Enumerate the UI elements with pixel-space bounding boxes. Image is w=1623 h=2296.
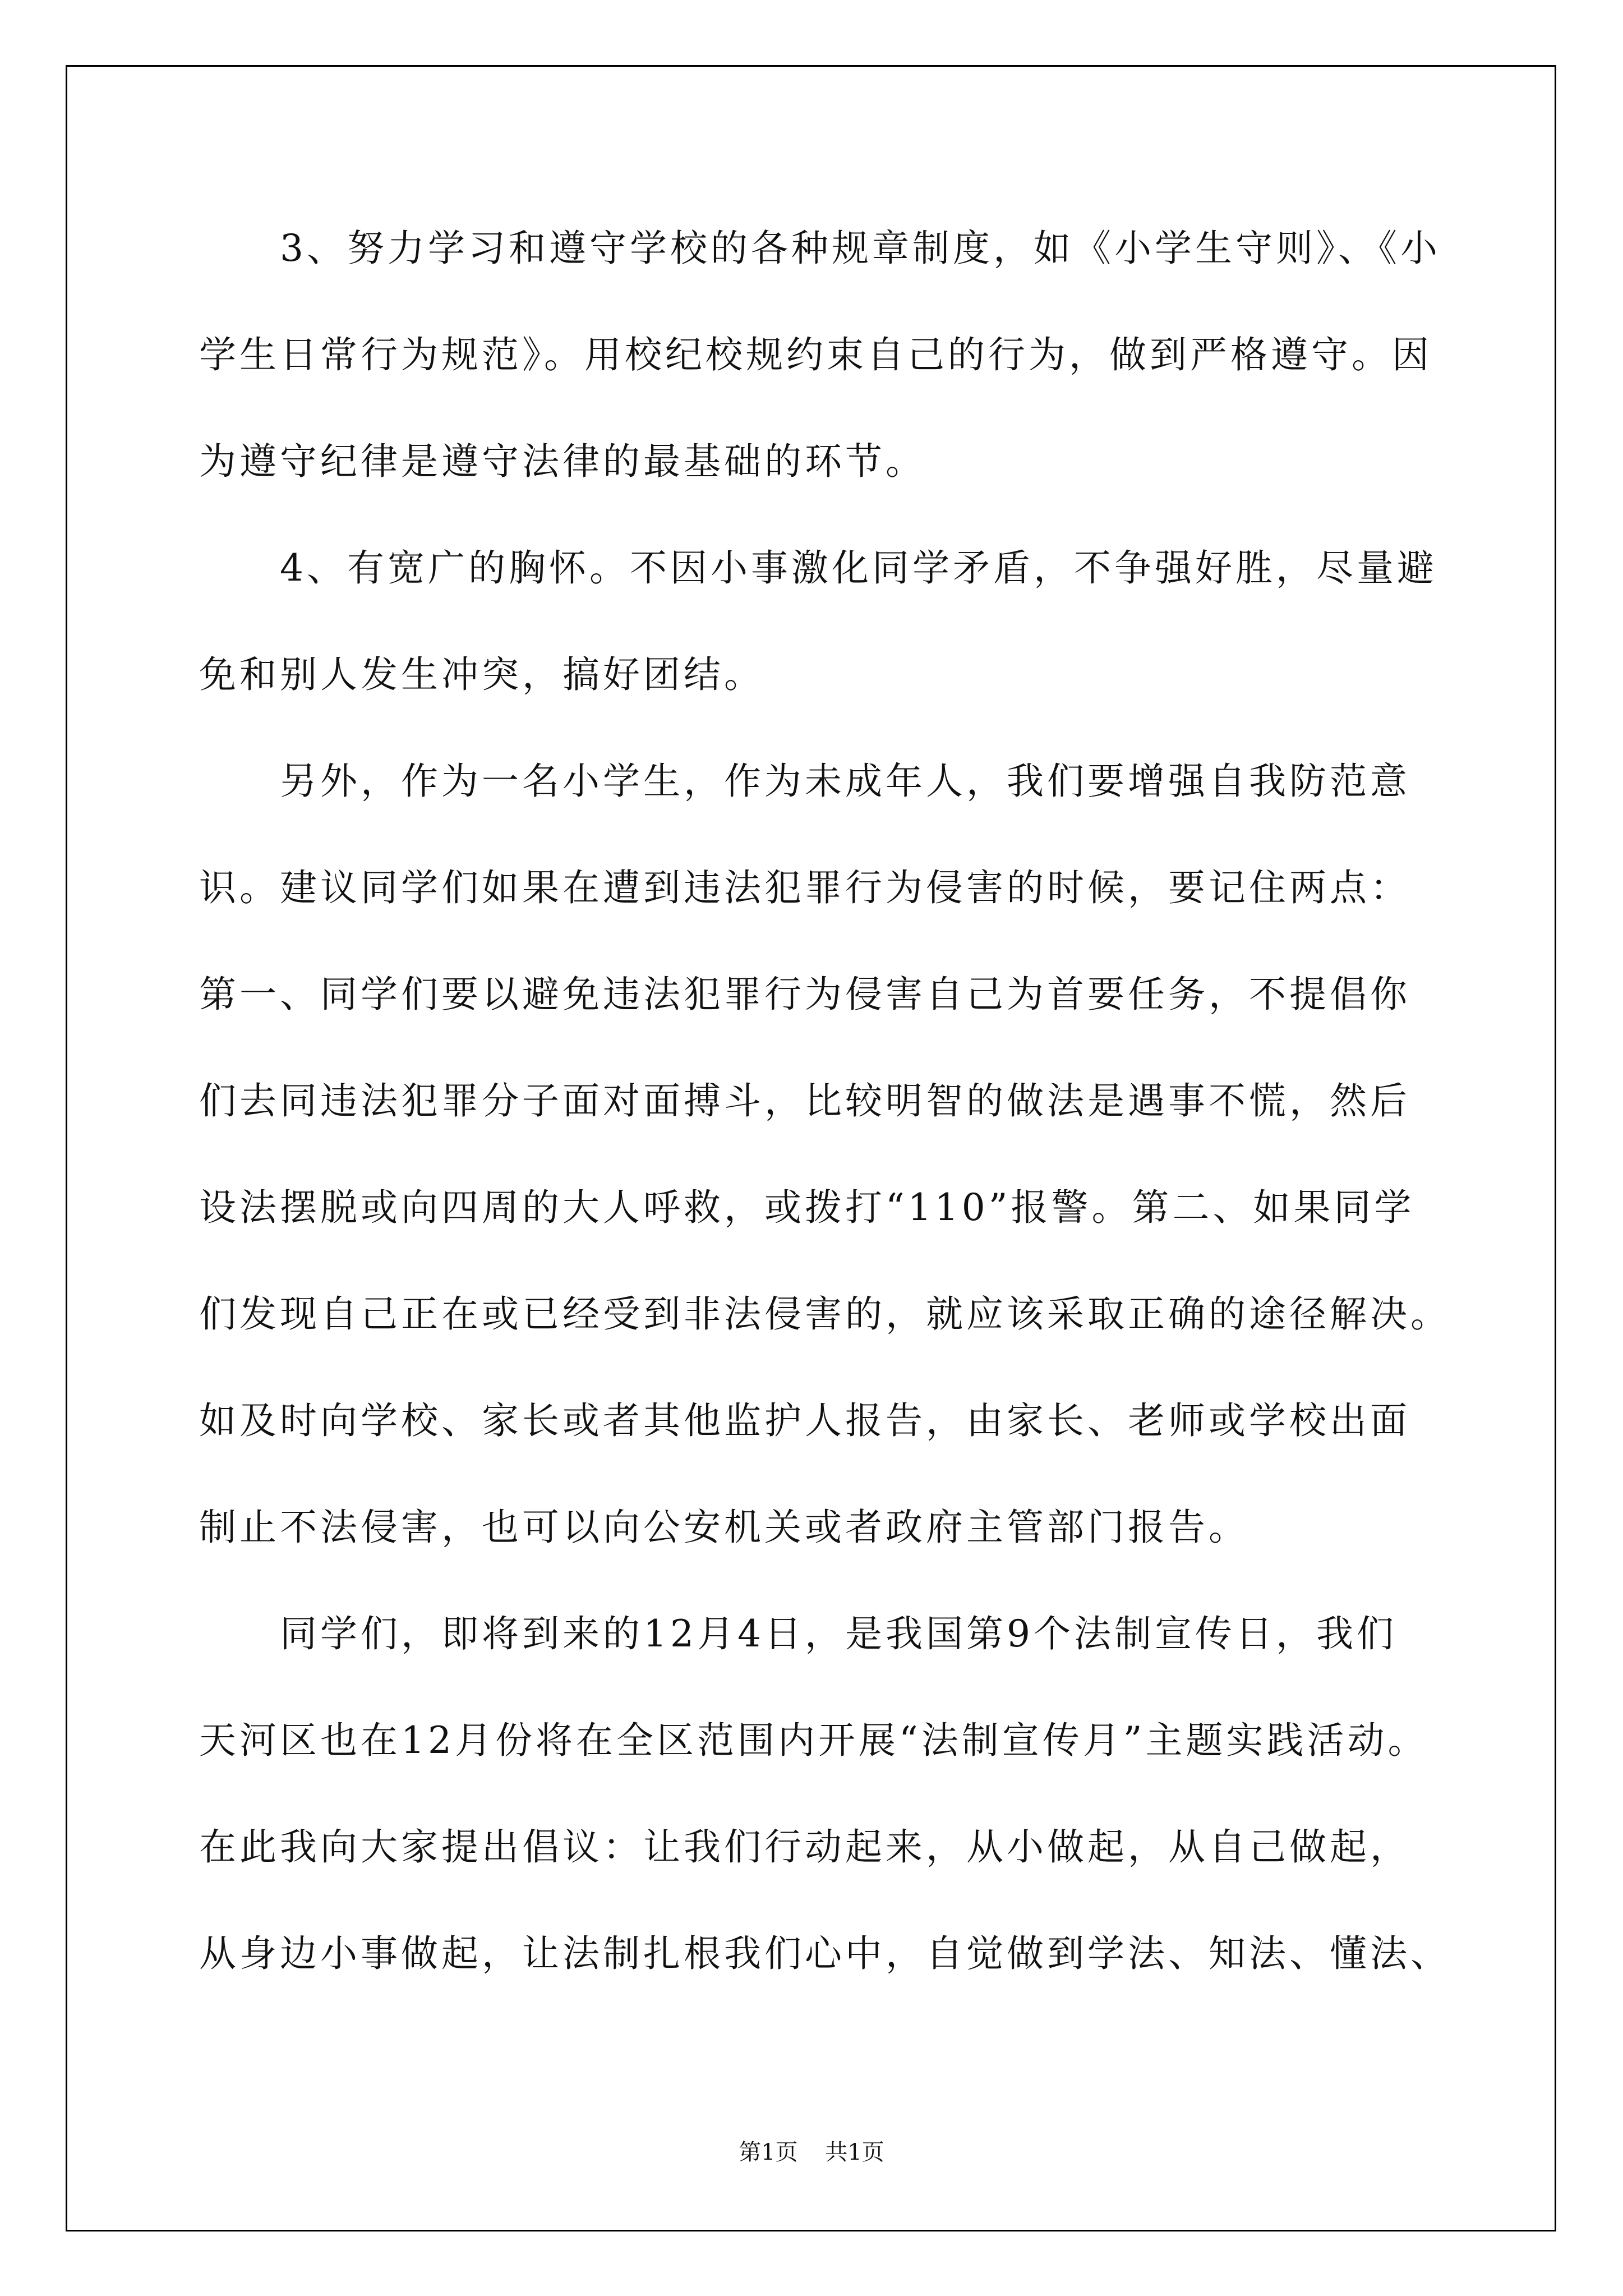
paragraph-line: 第一、同学们要以避免违法犯罪行为侵害自己为首要任务，不提倡你 <box>199 973 1410 1016</box>
paragraph-line: 在此我向大家提出倡议：让我们行动起来，从小做起，从自己做起， <box>199 1825 1410 1869</box>
page-footer <box>0 2134 1623 2166</box>
paragraph-line: 们去同违法犯罪分子面对面搏斗，比较明智的做法是遇事不慌，然后 <box>199 1079 1410 1122</box>
paragraph-line: 从身边小事做起，让法制扎根我们心中，自觉做到学法、知法、懂法、 <box>199 1932 1451 1975</box>
paragraph-line: 免和别人发生冲突，搞好团结。 <box>199 653 764 696</box>
paragraph-line: 学生日常行为规范》。用校纪校规约束自己的行为，做到严格遵守。因 <box>199 333 1432 376</box>
page-total: 共1页 <box>825 2139 884 2165</box>
paragraph-line: 3、努力学习和遵守学校的各种规章制度，如《小学生守则》、《小 <box>199 227 1441 270</box>
paragraph-line: 4、有宽广的胸怀。不因小事激化同学矛盾，不争强好胜，尽量避 <box>199 546 1437 590</box>
paragraph-line: 制止不法侵害，也可以向公安机关或者政府主管部门报告。 <box>199 1506 1249 1549</box>
paragraph-line: 天河区也在12月份将在全区范围内开展“法制宣传月”主题实践活动。 <box>199 1719 1428 1762</box>
paragraph-line: 识。建议同学们如果在遭到违法犯罪行为侵害的时候，要记住两点： <box>199 866 1410 909</box>
paragraph-line: 们发现自己正在或已经受到非法侵害的，就应该采取正确的途径解决。 <box>199 1292 1451 1336</box>
paragraph-line: 另外，作为一名小学生，作为未成年人，我们要增强自我防范意 <box>199 760 1410 803</box>
page-border <box>66 65 1556 2231</box>
paragraph-line: 如及时向学校、家长或者其他监护人报告，由家长、老师或学校出面 <box>199 1399 1410 1442</box>
paragraph-line: 同学们，即将到来的12月4日，是我国第9个法制宣传日，我们 <box>199 1612 1397 1655</box>
paragraph-line: 设法摆脱或向四周的大人呼救，或拨打“110”报警。第二、如果同学 <box>199 1186 1415 1229</box>
page-number: 第1页 <box>739 2139 798 2165</box>
paragraph-line: 为遵守纪律是遵守法律的最基础的环节。 <box>199 440 926 483</box>
